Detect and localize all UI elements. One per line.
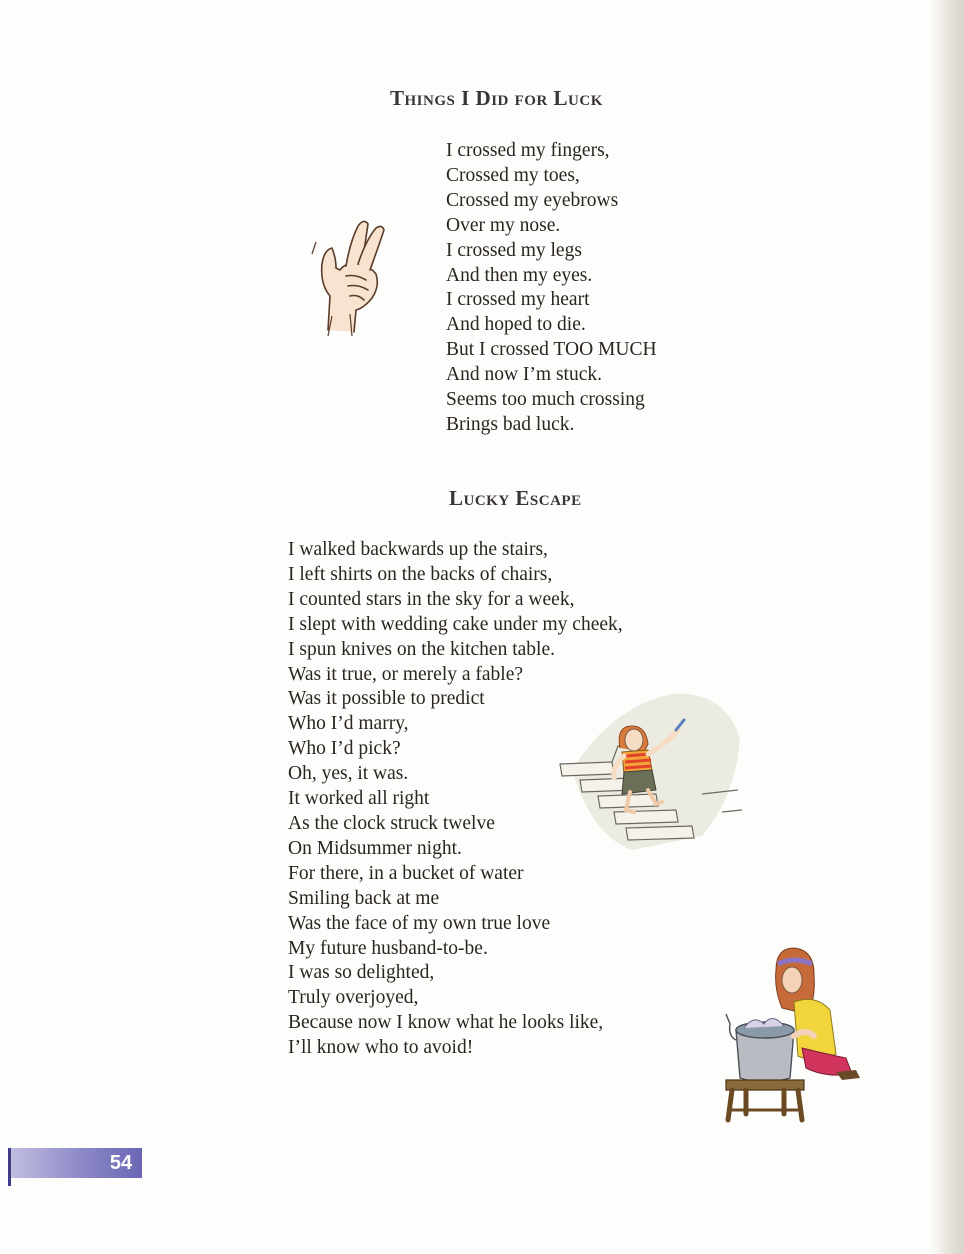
poem-line: I crossed my heart	[446, 289, 590, 311]
poem-line: Truly overjoyed,	[288, 987, 419, 1009]
poem-line: As the clock struck twelve	[288, 812, 495, 834]
poem-line: I slept with wedding cake under my cheek,	[288, 613, 623, 635]
page-edge-shadow	[930, 0, 964, 1254]
poem-line: Who I’d pick?	[288, 738, 401, 760]
page-tab-rule	[8, 1148, 11, 1186]
poem-line: Because now I know what he looks like,	[288, 1012, 604, 1034]
poem-line: Smiling back at me	[288, 887, 440, 909]
crossed-fingers-icon	[306, 212, 398, 340]
poem-line: On Midsummer night.	[288, 837, 462, 859]
poem-line: I was so delighted,	[288, 962, 435, 984]
poem-line: I’ll know who to avoid!	[288, 1037, 474, 1059]
poem-line: I counted stars in the sky for a week,	[288, 588, 575, 610]
poem-line: Oh, yes, it was.	[288, 763, 409, 785]
poem-line: For there, in a bucket of water	[288, 862, 524, 884]
poem-line: Who I’d marry,	[288, 713, 409, 735]
poem-line: And then my eyes.	[446, 264, 593, 286]
poem-line: Brings bad luck.	[446, 413, 575, 435]
poem-line: Crossed my eyebrows	[446, 189, 619, 211]
poem-line: I crossed my fingers,	[446, 140, 610, 161]
poem-line: Was it true, or merely a fable?	[288, 663, 524, 685]
poem-line: But I crossed TOO MUCH	[446, 339, 657, 361]
poem-line: I crossed my legs	[446, 239, 582, 261]
poem-line: And hoped to die.	[446, 314, 586, 336]
poem-line: I spun knives on the kitchen table.	[288, 638, 555, 660]
poem-line: Seems too much crossing	[446, 389, 645, 411]
poem-title-lucky-escape: Lucky Escape	[449, 486, 582, 510]
poem-title-things-i-did-for-luck: Things I Did for Luck	[390, 86, 603, 110]
poem-line: Over my nose.	[446, 214, 561, 236]
poem-line: Was the face of my own true love	[288, 912, 551, 934]
poem-line: My future husband-to-be.	[288, 937, 488, 959]
page-number: 54	[109, 1152, 133, 1174]
poem-line: I left shirts on the backs of chairs,	[288, 563, 553, 585]
poem-line: And now I’m stuck.	[446, 364, 602, 386]
poem-line: I walked backwards up the stairs,	[288, 539, 548, 560]
poem-line: Crossed my toes,	[446, 164, 580, 186]
poem-line: Was it possible to predict	[288, 688, 485, 710]
poem-line: It worked all right	[288, 788, 430, 810]
girl-on-stairs-illustration	[552, 686, 744, 854]
poem-things-i-did-for-luck	[446, 139, 657, 438]
girl-with-bucket-illustration	[706, 944, 866, 1124]
